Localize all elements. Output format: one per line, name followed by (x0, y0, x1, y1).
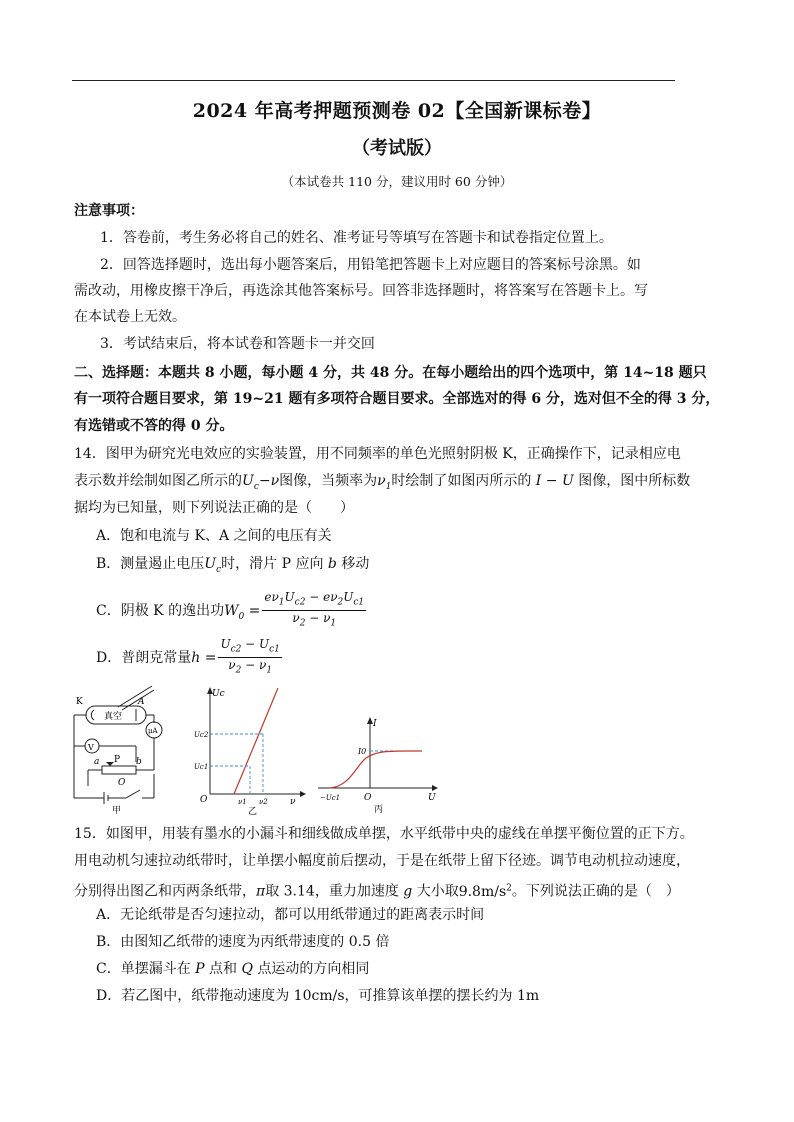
q15-text: 分别得出图乙和丙两条纸带， (74, 883, 256, 900)
label-k: K (76, 697, 83, 707)
q14-option-d-text: D．普朗克常量 (96, 649, 192, 666)
q15-option-c-text: C．单摆漏斗在 (96, 961, 191, 977)
q14-option-d (96, 637, 706, 679)
origin-label: O (200, 795, 208, 805)
math-uc-v: $U_c-\nu$ (242, 473, 280, 492)
q14-option-b-text: 时，滑片 P 应向 (221, 556, 324, 572)
notice-item-3: 3．考试结束后，将本试卷和答题卡一并交回 (100, 336, 375, 352)
math-q: Q (237, 961, 258, 977)
math-uc: $U_c$ (204, 556, 222, 575)
q15-option-c-text: 点运动的方向相同 (257, 961, 370, 977)
notice-item-2-end: 在本试卷上无效。 (74, 309, 186, 325)
q14-text: 图像，图中所标数 (578, 473, 691, 489)
q15-line1: 15．如图甲，用装有墨水的小漏斗和细线做成单摆，水平纸带中央的虚线在单摆平衡位置的正下方。 (74, 826, 694, 842)
label-a-end: a (94, 757, 100, 767)
notice-heading: 注意事项： (74, 203, 144, 219)
q15-line2: 用电动机匀速拉动纸带时，让单摆小幅度前后摆动，于是在纸带上留下径迹。调节电动机拉动速度， (74, 853, 690, 869)
q15-option-c-text: 点和 (209, 961, 238, 977)
label-vacuum: 真空 (104, 712, 123, 722)
score-note: （本试卷共 110 分，建议用时 60 分钟） (281, 174, 513, 189)
q15-option-c (96, 959, 706, 979)
figure-bing-label: 丙 (374, 805, 384, 815)
q15-option-d: D．若乙图中，纸带拖动速度为 10cm/s，可推算该单摆的摆长约为 1m (96, 988, 540, 1004)
q15-line3 (74, 878, 684, 902)
tick-v2: ν2 (259, 798, 268, 806)
q14-line3: 据均为已知量，则下列说法正确的是（ ） (74, 500, 354, 516)
q14-text: 时绘制了如图丙所示的 (391, 473, 532, 489)
label-o: O (118, 778, 126, 788)
section2-line2: 有一项符合题目要求，第 19~21 题有多项符合题目要求。全部选对的得 6 分，选对但不全的得 3 分， (74, 391, 720, 407)
tick-i0: I0 (358, 747, 367, 756)
math-i-u: I − U (531, 473, 579, 489)
notice-item-2-cont: 需改动，用橡皮擦干净后，再选涂其他答案标号。回答非选择题时，将答案写在答题卡上。写 (74, 283, 648, 299)
notice-item-1: 1．答卷前，考生务必将自己的姓名、准考证号等填写在答题卡和试卷指定位置上。 (100, 230, 613, 246)
tick-neg-uc1: −Uc1 (320, 794, 341, 802)
label-b-end: b (136, 757, 142, 767)
page-title: 2024 年高考押题预测卷 02【全国新课标卷】 (192, 100, 602, 122)
figure-jia-circuit (66, 682, 182, 814)
q14-option-c-text: C．阴极 K 的逸出功 (96, 602, 225, 619)
q15-option-a: A．无论纸带是否匀速拉动，都可以用纸带通过的距离表示时间 (96, 907, 485, 923)
origin-label: O (364, 793, 372, 803)
section2-line3: 有选错或不答的得 0 分。 (74, 418, 234, 434)
page-subtitle: （考试版） (352, 138, 442, 159)
q14-text: 图像，当频率为 (279, 473, 378, 489)
axis-label-uc: Uc (212, 689, 225, 699)
math-pi: π (256, 883, 266, 900)
math-h: h = (191, 649, 217, 666)
figure-jia-label: 甲 (112, 806, 122, 816)
axis-label-u: U (428, 793, 436, 803)
math-b: b (323, 556, 342, 572)
math-g: g (398, 883, 417, 900)
math-v1: $\nu_1$ (377, 473, 392, 492)
q14-option-a: A．饱和电流与 K、A 之间的电压有关 (96, 528, 332, 544)
q15-text: 。下列说法正确的是（ ） (511, 883, 680, 900)
axis-label-i: I (373, 719, 377, 729)
math-fraction-h: $\frac{U_{c2} - U_{c1}}{\nu_2 - \nu_1}$ (220, 637, 280, 676)
math-p: P (190, 961, 210, 977)
q15-text: 大小取 (416, 883, 459, 900)
label-microammeter: μA (148, 727, 158, 735)
axis-label-v: ν (290, 797, 296, 807)
q15-option-b: B．由图知乙纸带的速度为丙纸带速度的 0.5 倍 (96, 934, 390, 950)
section2-line1: 二、选择题：本题共 8 小题，每小题 4 分，共 48 分。在每小题给出的四个选项中，第 14~18 题只 (74, 365, 707, 381)
top-rule (72, 80, 675, 81)
q14-option-c (96, 590, 706, 633)
tick-v1: ν1 (238, 798, 247, 806)
q14-option-b-text: 移动 (341, 556, 370, 572)
q14-option-b (96, 554, 706, 580)
notice-item-2: 2．回答选择题时，选出每小题答案后，用铅笔把答题卡上对应题目的答案标号涂黑。如 (100, 257, 641, 273)
label-p: P (114, 755, 121, 765)
math-w0: $W_0$ = (224, 602, 261, 622)
tick-uc1: Uc1 (194, 763, 209, 771)
q14-text: 表示数并绘制如图乙所示的 (74, 473, 242, 489)
math-fraction-w0: $\frac{e\nu_1U_{c2} - e\nu_2U_{c1}}{\nu_2 - \nu_1}$ (264, 590, 365, 629)
figure-bing-graph (316, 716, 440, 814)
label-voltmeter: V (88, 743, 94, 752)
figure-yi-graph (196, 686, 308, 816)
figure-yi-label: 乙 (248, 807, 258, 817)
q14-option-b-text: B．测量遏止电压 (96, 556, 205, 572)
label-a: A (138, 697, 145, 707)
q15-text: 取 3.14，重力加速度 (265, 883, 399, 900)
tick-uc2: Uc2 (194, 731, 209, 739)
q14-line1: 14．图甲为研究光电效应的实验装置，用不同频率的单色光照射阴极 K，正确操作下，记录相应电 (74, 446, 681, 462)
q14-line2 (74, 471, 691, 497)
math-g-value: $9.8m/s^2$ (458, 883, 512, 900)
